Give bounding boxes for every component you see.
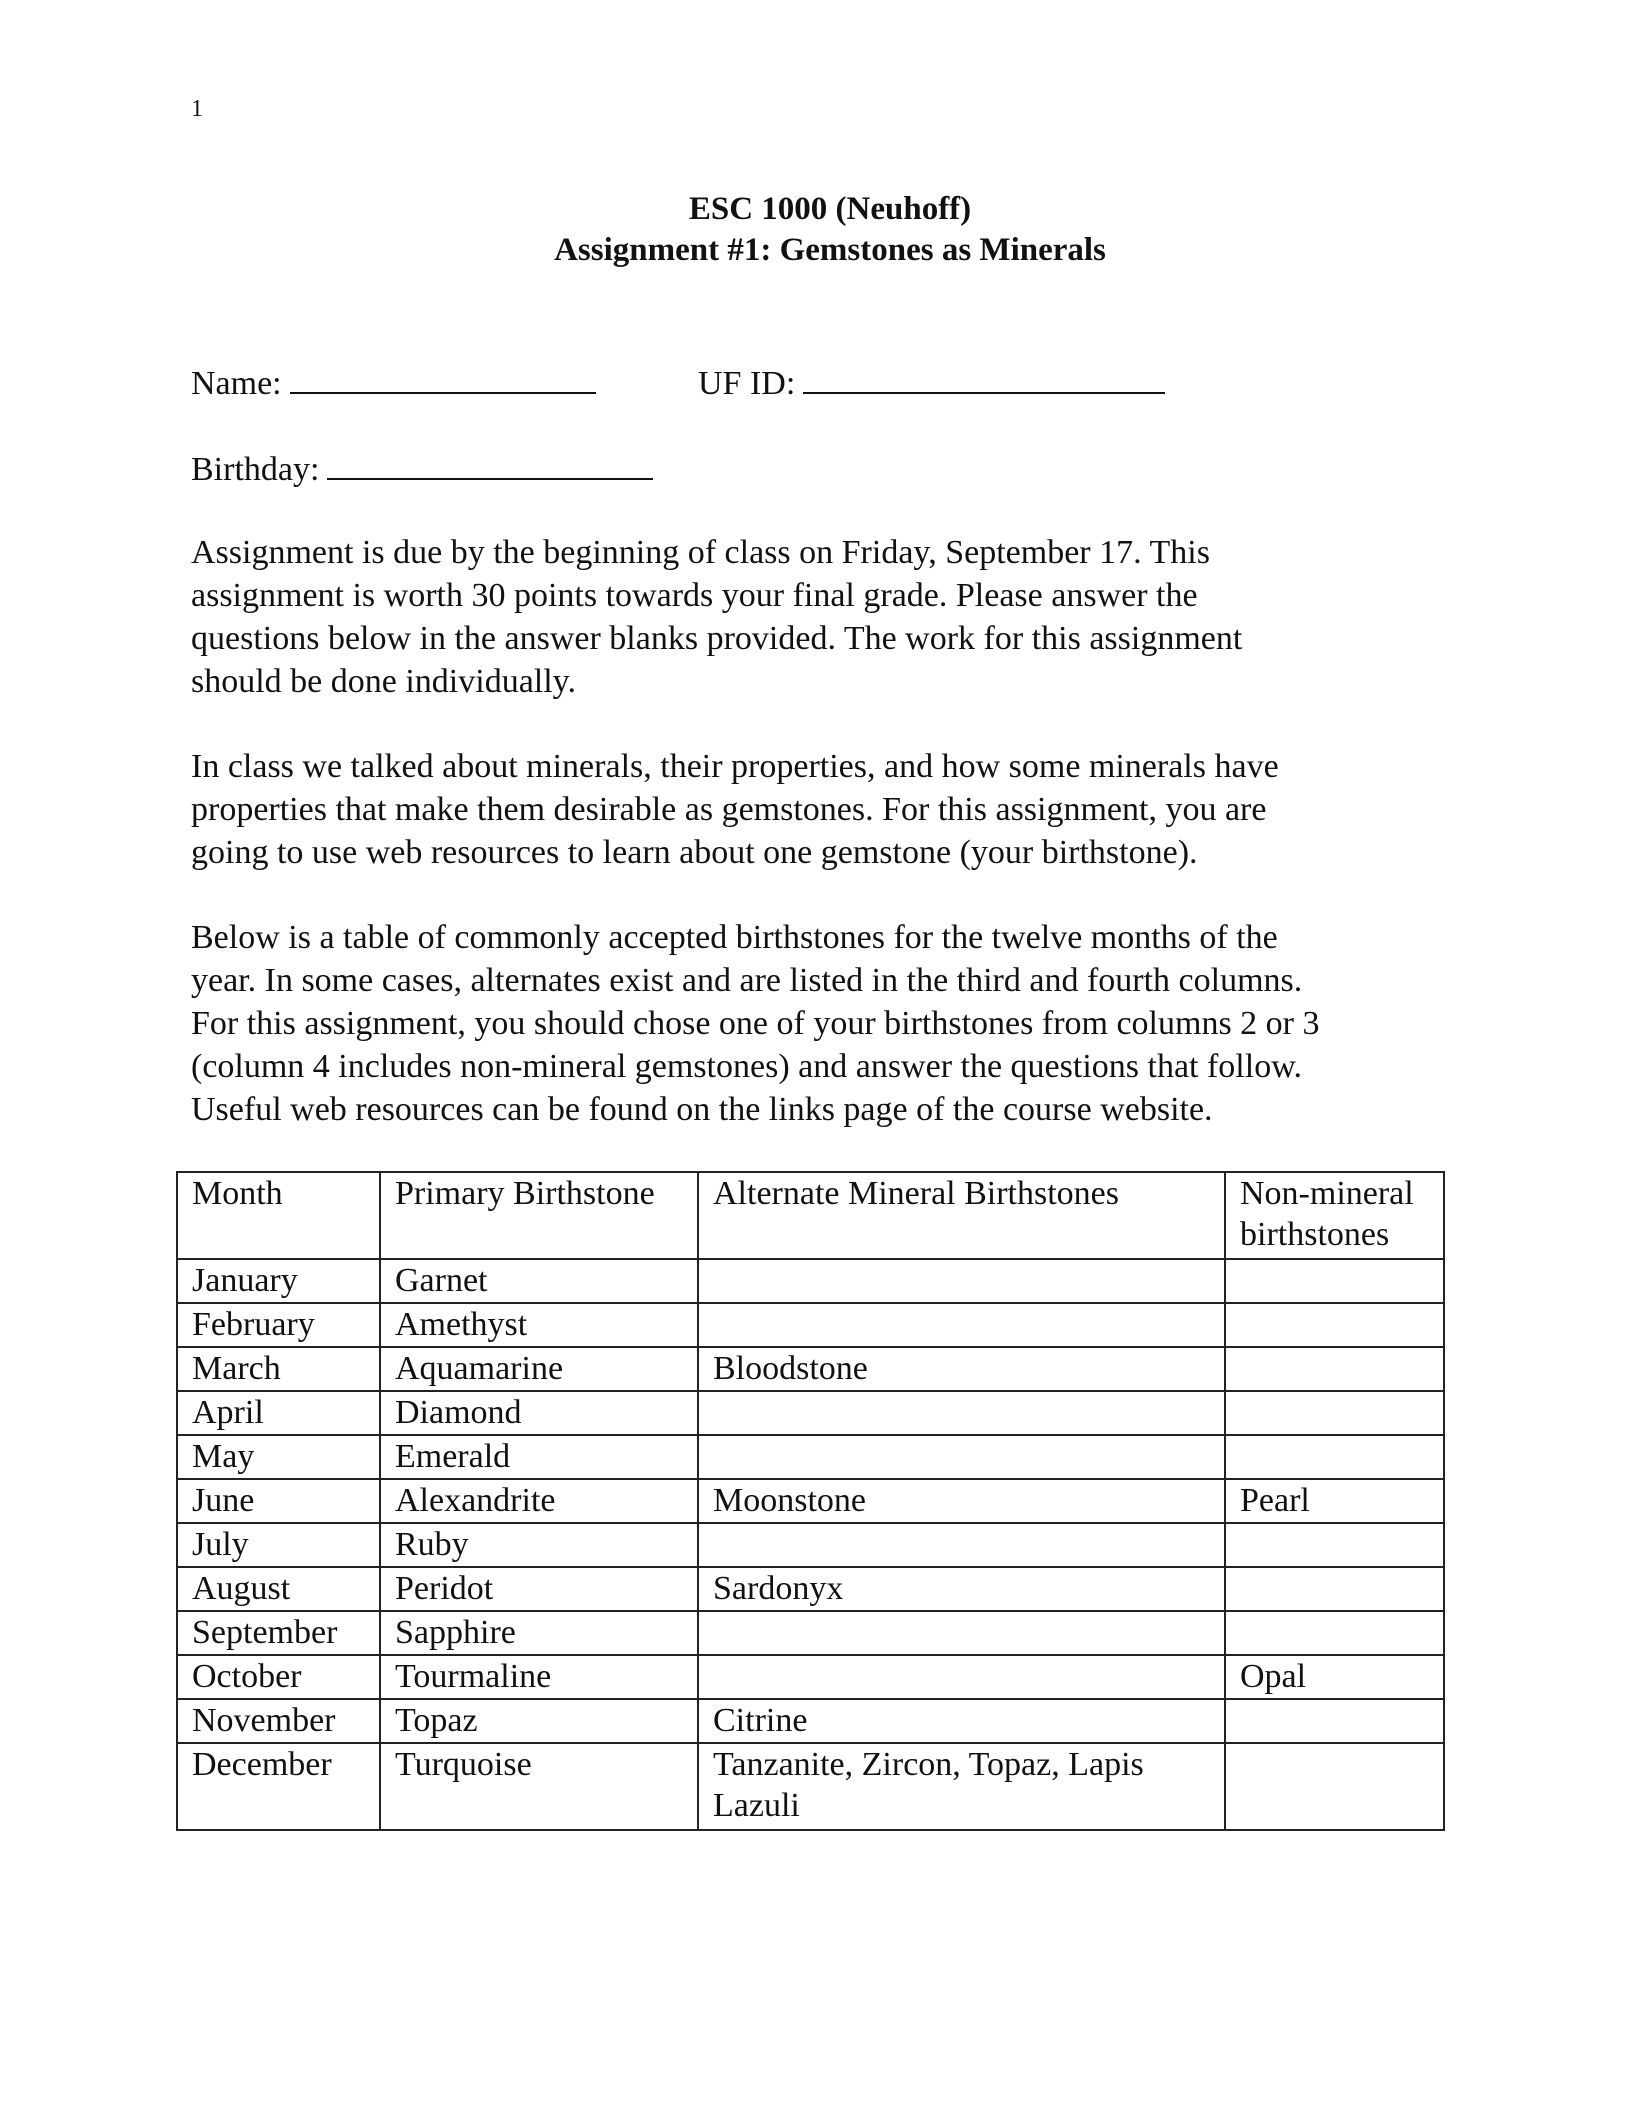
non-mineral-cell: Pearl: [1225, 1479, 1444, 1523]
month-cell: September: [177, 1611, 380, 1655]
paragraph-line: properties that make them desirable as gemstones. For this assignment, you are: [191, 791, 1267, 828]
table-row: [177, 1611, 1444, 1655]
alternate-cell: Bloodstone: [698, 1347, 1225, 1391]
name-label: Name:: [191, 365, 282, 402]
alternate-cell: [698, 1655, 1225, 1699]
paragraph-line: questions below in the answer blanks provided. The work for this assignment: [191, 620, 1243, 657]
non-mineral-cell: [1225, 1523, 1444, 1567]
alternate-cell: [698, 1435, 1225, 1479]
month-cell: December: [177, 1743, 380, 1830]
paragraph-line: Assignment is due by the beginning of class on Friday, September 17. This: [191, 534, 1210, 571]
month-cell: May: [177, 1435, 380, 1479]
table-row: [177, 1699, 1444, 1743]
non-mineral-cell: [1225, 1391, 1444, 1435]
header-primary: Primary Birthstone: [380, 1172, 698, 1259]
table-header-row: [177, 1172, 1444, 1259]
month-cell: August: [177, 1567, 380, 1611]
primary-cell: Amethyst: [380, 1303, 698, 1347]
month-cell: April: [177, 1391, 380, 1435]
primary-cell: Ruby: [380, 1523, 698, 1567]
alternate-cell: Moonstone: [698, 1479, 1225, 1523]
month-cell: February: [177, 1303, 380, 1347]
month-cell: November: [177, 1699, 380, 1743]
month-cell: January: [177, 1259, 380, 1303]
header-non-mineral: [1225, 1172, 1444, 1259]
paragraph-intro: [191, 745, 1461, 874]
table-row: [177, 1303, 1444, 1347]
month-cell: March: [177, 1347, 380, 1391]
non-mineral-cell: [1225, 1259, 1444, 1303]
paragraph-table-intro: [191, 916, 1461, 1131]
table-row: [177, 1567, 1444, 1611]
birthstone-table: [176, 1171, 1445, 1831]
alternate-cell: [698, 1303, 1225, 1347]
course-title: ESC 1000 (Neuhoff): [688, 191, 972, 227]
primary-cell: Garnet: [380, 1259, 698, 1303]
non-mineral-cell: [1225, 1435, 1444, 1479]
primary-cell: Tourmaline: [380, 1655, 698, 1699]
paragraph-line: Below is a table of commonly accepted birthstones for the twelve months of the: [191, 919, 1278, 956]
alternate-cell-line2: Lazuli: [713, 1787, 800, 1824]
table-row: [177, 1391, 1444, 1435]
header-non-mineral-line1: Non-mineral: [1240, 1175, 1414, 1212]
table-row: [177, 1523, 1444, 1567]
alternate-cell: Sardonyx: [698, 1567, 1225, 1611]
non-mineral-cell: [1225, 1347, 1444, 1391]
primary-cell: Emerald: [380, 1435, 698, 1479]
alternate-cell: [698, 1743, 1225, 1830]
name-field: [191, 362, 596, 403]
alternate-cell: [698, 1391, 1225, 1435]
birthday-blank[interactable]: [327, 448, 653, 480]
non-mineral-cell: [1225, 1303, 1444, 1347]
paragraph-line: should be done individually.: [191, 663, 576, 700]
alternate-cell: [698, 1259, 1225, 1303]
birthday-field: [191, 448, 653, 489]
table-row: [177, 1655, 1444, 1699]
paragraph-line: (column 4 includes non-mineral gemstones) and answer the questions that follow.: [191, 1048, 1303, 1085]
non-mineral-cell: [1225, 1611, 1444, 1655]
paragraph-line: Useful web resources can be found on the links page of the course website.: [191, 1091, 1213, 1128]
alternate-cell-line1: Tanzanite, Zircon, Topaz, Lapis: [713, 1746, 1144, 1783]
month-cell: October: [177, 1655, 380, 1699]
non-mineral-cell: [1225, 1699, 1444, 1743]
table-row: [177, 1259, 1444, 1303]
non-mineral-cell: [1225, 1567, 1444, 1611]
name-blank[interactable]: [290, 362, 596, 394]
month-cell: July: [177, 1523, 380, 1567]
ufid-blank[interactable]: [803, 362, 1165, 394]
paragraph-line: For this assignment, you should chose one of your birthstones from columns 2 or 3: [191, 1005, 1320, 1042]
primary-cell: Turquoise: [380, 1743, 698, 1830]
paragraph-due-date: [191, 531, 1461, 703]
page-number: 1: [191, 96, 203, 122]
paragraph-line: year. In some cases, alternates exist and are listed in the third and fourth columns.: [191, 962, 1303, 999]
header-month: Month: [177, 1172, 380, 1259]
month-cell: June: [177, 1479, 380, 1523]
primary-cell: Diamond: [380, 1391, 698, 1435]
table-row: [177, 1435, 1444, 1479]
non-mineral-cell: Opal: [1225, 1655, 1444, 1699]
primary-cell: Aquamarine: [380, 1347, 698, 1391]
alternate-cell: [698, 1523, 1225, 1567]
table-row: [177, 1479, 1444, 1523]
alternate-cell: Citrine: [698, 1699, 1225, 1743]
alternate-cell: [698, 1611, 1225, 1655]
primary-cell: Alexandrite: [380, 1479, 698, 1523]
table-row: [177, 1347, 1444, 1391]
primary-cell: Topaz: [380, 1699, 698, 1743]
primary-cell: Peridot: [380, 1567, 698, 1611]
assignment-title: Assignment #1: Gemstones as Minerals: [554, 232, 1106, 268]
header-alternate: Alternate Mineral Birthstones: [698, 1172, 1225, 1259]
header-non-mineral-line2: birthstones: [1240, 1216, 1390, 1253]
primary-cell: Sapphire: [380, 1611, 698, 1655]
paragraph-line: going to use web resources to learn about one gemstone (your birthstone).: [191, 834, 1198, 871]
ufid-label: UF ID:: [698, 365, 796, 402]
ufid-field: [698, 362, 1165, 403]
birthday-label: Birthday:: [191, 451, 320, 488]
table-row: [177, 1743, 1444, 1830]
paragraph-line: assignment is worth 30 points towards your final grade. Please answer the: [191, 577, 1198, 614]
non-mineral-cell: [1225, 1743, 1444, 1830]
paragraph-line: In class we talked about minerals, their properties, and how some minerals have: [191, 748, 1279, 785]
